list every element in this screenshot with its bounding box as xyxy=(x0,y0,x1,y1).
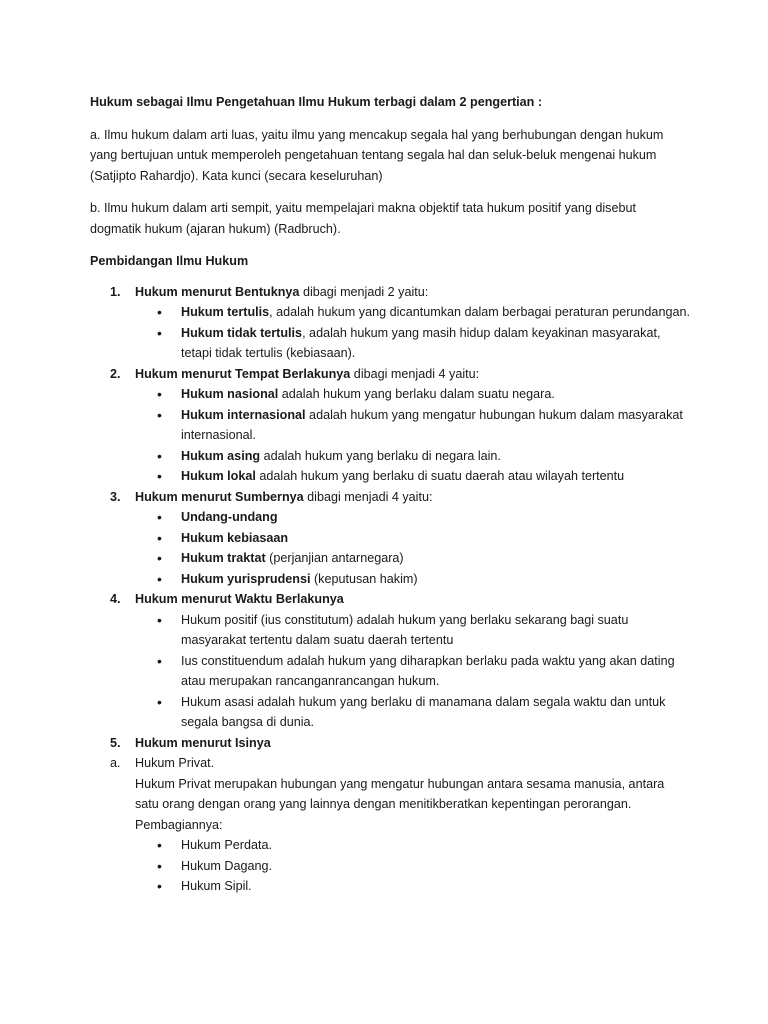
list-item xyxy=(90,466,690,487)
list-item-term: Undang-undang xyxy=(181,510,278,524)
section-heading: Pembidangan Ilmu Hukum xyxy=(90,254,249,268)
list-item-text: Ius constituendum adalah hukum yang diharapkan berlaku pada waktu yang akan dating atau merupakan rancanganrancangan hukum. xyxy=(181,653,675,688)
subsection-a xyxy=(90,753,690,774)
list-item-term: Hukum tertulis xyxy=(181,305,270,319)
document-title: Hukum sebagai Ilmu Pengetahuan Ilmu Hukum terbagi dalam 2 pengertian : xyxy=(90,95,543,109)
list-item-term: Hukum lokal xyxy=(181,469,256,483)
list-item-text: adalah hukum yang berlaku di suatu daerah atau wilayah tertentu xyxy=(255,469,625,483)
list-item-text: Hukum Perdata. xyxy=(181,838,272,852)
document-body xyxy=(90,92,690,897)
list-item-text: , adalah hukum yang masih hidup dalam keyakinan masyarakat, tetapi tidak tertulis (kebiasaan). xyxy=(181,325,661,360)
subsection-division-label: Pembagiannya: xyxy=(135,817,223,832)
list-item-text: Hukum positif (ius constitutum) adalah hukum yang berlaku sekarang bagi suatu masyarakat tertentu dalam suatu daerah tertentu xyxy=(181,612,629,647)
list-item-text: adalah hukum yang mengatur hubungan hukum dalam masyarakat internasional. xyxy=(181,407,683,442)
list-item xyxy=(90,856,690,877)
list-item xyxy=(90,569,690,590)
section-item-4 xyxy=(90,589,690,610)
list-item-text: Hukum Dagang. xyxy=(181,858,273,873)
list-item xyxy=(90,876,690,897)
bullet-icon: • xyxy=(157,304,162,320)
section-number: 2. xyxy=(110,366,121,381)
section-title: Hukum menurut Bentuknya xyxy=(135,284,300,299)
list-item-term: Hukum nasional xyxy=(181,387,279,401)
bullet-icon: • xyxy=(157,837,162,853)
list-item-term: Hukum asing xyxy=(181,448,261,463)
bullet-icon: • xyxy=(157,324,162,341)
list-item-term: Hukum internasional xyxy=(181,407,306,422)
list-item-text: Hukum Sipil. xyxy=(181,879,252,893)
subsection-title: Hukum Privat. xyxy=(135,756,215,770)
section-text: dibagi menjadi 4 yaitu: xyxy=(350,366,480,381)
list-item xyxy=(90,302,690,323)
section-number: 3. xyxy=(110,489,121,504)
bullet-icon: • xyxy=(157,652,162,669)
bullet-icon: • xyxy=(157,857,162,874)
list-item-text: Hukum asasi adalah hukum yang berlaku di manamana dalam segala waktu dan untuk segala bangsa di dunia. xyxy=(181,694,666,729)
bullet-icon: • xyxy=(157,406,162,423)
list-item-term: Hukum yurisprudensi xyxy=(181,571,311,586)
section-number: 1. xyxy=(110,284,121,299)
bullet-icon: • xyxy=(157,509,162,525)
list-item xyxy=(90,692,690,733)
bullet-icon: • xyxy=(157,529,162,546)
list-item xyxy=(90,446,690,467)
bullet-icon: • xyxy=(157,570,162,587)
section-text: dibagi menjadi 2 yaitu: xyxy=(299,284,429,299)
section-title: Hukum menurut Waktu Berlakunya xyxy=(135,592,344,606)
list-item-text: adalah hukum yang berlaku di negara lain. xyxy=(260,448,501,463)
subsection-description: Hukum Privat merupakan hubungan yang mengatur hubungan antara sesama manusia, antara satu orang dengan orang yang lainnya dengan menitikberatkan kepentingan perorangan. xyxy=(135,776,665,811)
list-item-term: Hukum traktat xyxy=(181,551,266,565)
section-title: Hukum menurut Sumbernya xyxy=(135,489,304,504)
list-item xyxy=(90,548,690,569)
section-title: Hukum menurut Tempat Berlakunya xyxy=(135,366,351,381)
bullet-icon: • xyxy=(157,693,162,710)
bullet-icon: • xyxy=(157,611,162,628)
list-item xyxy=(90,384,690,405)
list-item-term: Hukum kebiasaan xyxy=(181,530,289,545)
paragraph-a: a. Ilmu hukum dalam arti luas, yaitu ilmu yang mencakup segala hal yang berhubungan dengan hukum yang bertujuan untuk memperoleh pengetahuan tentang segala hal dan seluk-beluk mengenai hukum (Satjipto Rahardjo). Kata kunci (secara keseluruhan) xyxy=(90,127,664,183)
section-text: dibagi menjadi 4 yaitu: xyxy=(303,489,433,504)
list-item xyxy=(90,651,690,692)
bullet-icon: • xyxy=(157,550,162,566)
section-item-2 xyxy=(90,364,690,385)
list-item xyxy=(90,528,690,549)
list-item xyxy=(90,610,690,651)
list-item-text: , adalah hukum yang dicantumkan dalam berbagai peraturan perundangan. xyxy=(269,305,690,319)
section-number: 4. xyxy=(110,592,121,606)
bullet-icon: • xyxy=(157,386,162,402)
section-item-3 xyxy=(90,487,690,508)
section-number: 5. xyxy=(110,735,121,750)
bullet-icon: • xyxy=(157,468,162,484)
bullet-icon: • xyxy=(157,447,162,464)
list-item-term: Hukum tidak tertulis xyxy=(181,325,303,340)
paragraph-b: b. Ilmu hukum dalam arti sempit, yaitu mempelajari makna objektif tata hukum positif yang disebut dogmatik hukum (ajaran hukum) (Radbruch). xyxy=(90,201,636,236)
bullet-icon: • xyxy=(157,878,162,894)
list-item-text: (perjanjian antarnegara) xyxy=(265,551,404,565)
section-title: Hukum menurut Isinya xyxy=(135,735,271,750)
list-item xyxy=(90,405,690,446)
section-item-1 xyxy=(90,282,690,303)
section-item-5 xyxy=(90,733,690,754)
subsection-label: a. xyxy=(110,756,121,770)
list-item-text: adalah hukum yang berlaku dalam suatu negara. xyxy=(278,387,555,401)
list-item xyxy=(90,323,690,364)
list-item xyxy=(90,507,690,528)
list-item-text: (keputusan hakim) xyxy=(310,571,418,586)
list-item xyxy=(90,835,690,856)
